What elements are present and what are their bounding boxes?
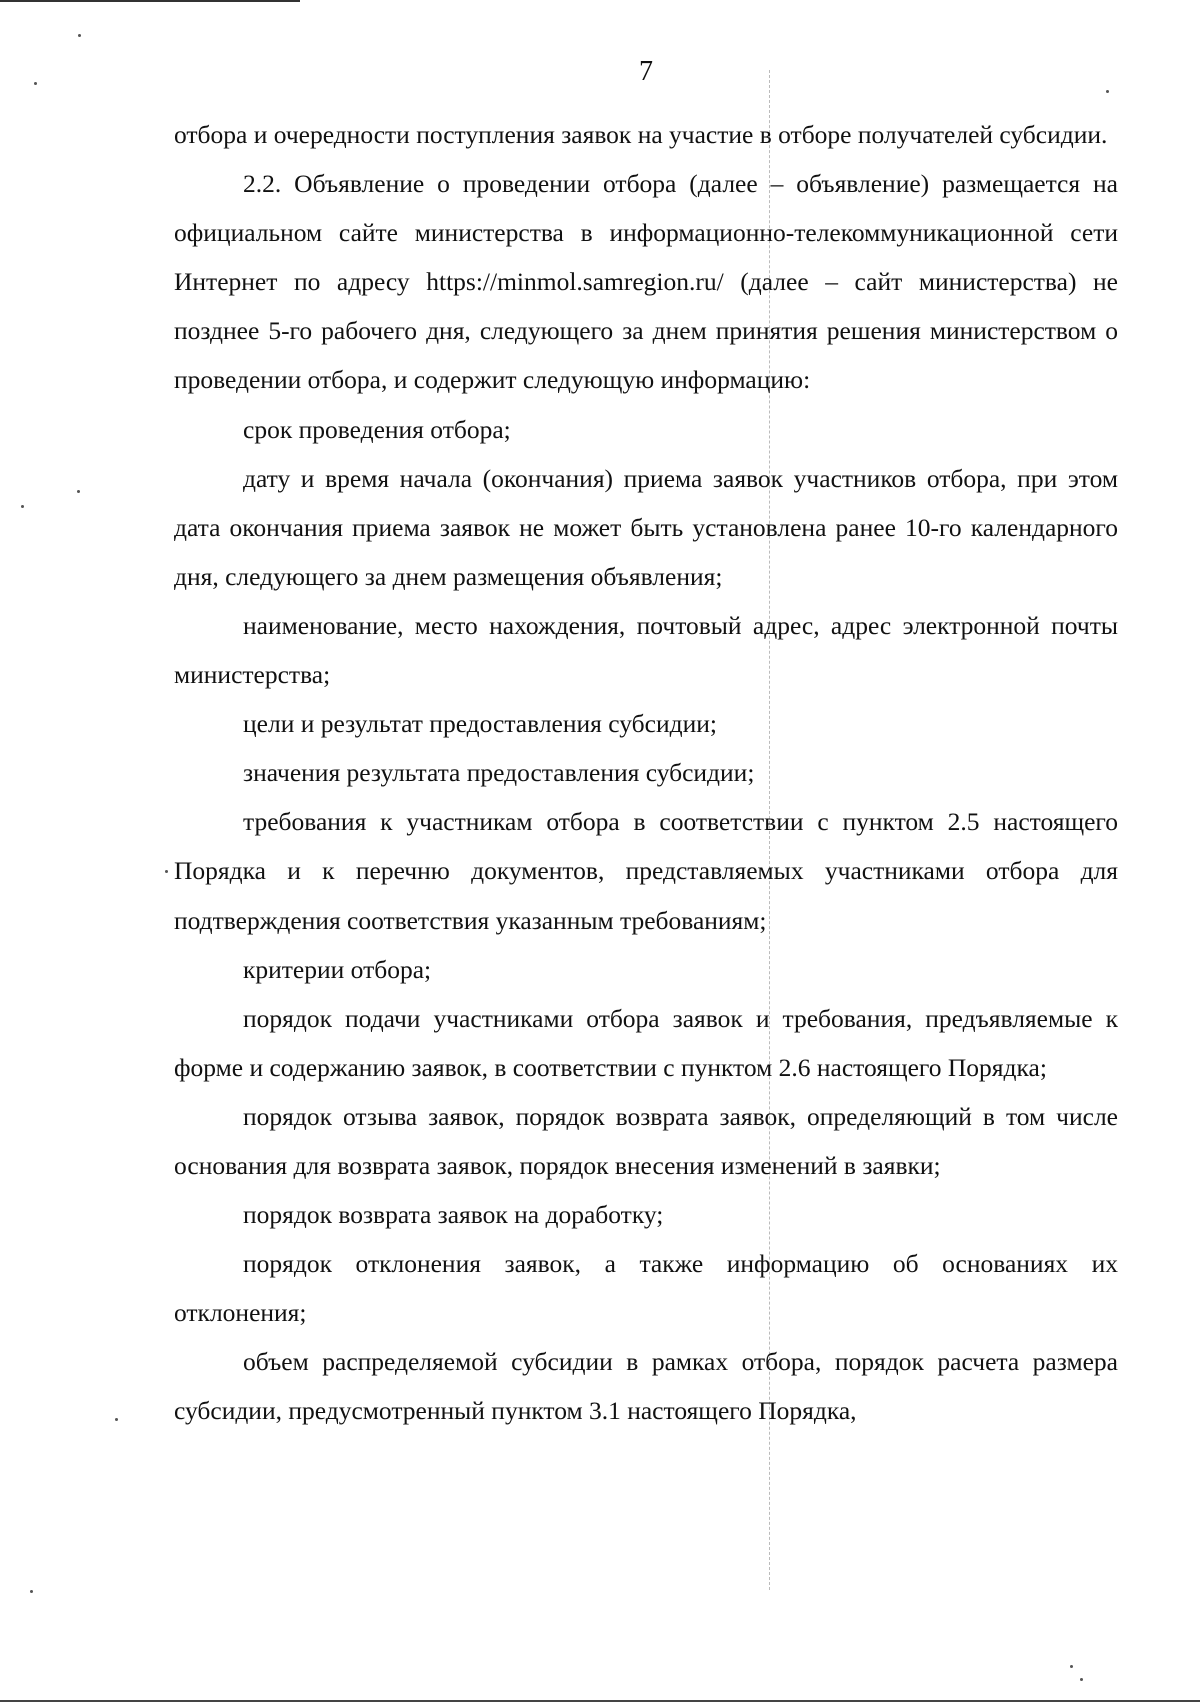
paragraph: наименование, место нахождения, почтовый адрес, адрес электронной почты министерства; [174,610,1118,690]
scan-speck [1070,1665,1073,1668]
scan-speck [78,34,81,37]
paragraph: цели и результат предоставления субсидии; [243,709,717,739]
scan-speck [165,870,168,873]
paragraph: критерии отбора; [243,954,432,984]
page-number: 7 [639,56,653,87]
scan-speck [115,1418,118,1421]
paragraph: 2.2. Объявление о проведении отбора (далее – объявление) размещается на официальном сайте министерства в информационно-телекоммуникационной сети Интернет по адресу https://minmol.samregion.ru/ (далее – сайт министерства) не позднее 5-го рабочего дня, следующего за днем принятия решения министерством о проведении отбора, и содержит следующую информацию: [174,169,1118,395]
paragraph: срок проведения отбора; [243,414,511,444]
paragraph: значения результата предоставления субсидии; [243,758,755,788]
scan-speck [77,490,80,493]
paragraph: порядок возврата заявок на доработку; [243,1200,664,1230]
scan-edge-top [0,0,300,2]
scan-speck [30,1590,33,1593]
paragraph: порядок отзыва заявок, порядок возврата заявок, определяющий в том числе основания для возврата заявок, порядок внесения изменений в заявки; [174,1101,1118,1180]
paragraph: порядок подачи участниками отбора заявок и требования, предъявляемые к форме и содержанию заявок, в соответствии с пунктом 2.6 настоящего Порядка; [174,1003,1118,1082]
document-body [174,110,1118,1436]
paragraph: отбора и очередности поступления заявок на участие в отборе получателей субсидии. [174,120,1108,149]
scan-speck [1106,90,1109,93]
scan-speck [21,505,24,508]
paragraph: требования к участникам отбора в соответствии с пунктом 2.5 настоящего Порядка и к перечню документов, представляемых участниками отбора для подтверждения соответствия указанным требованиям; [174,807,1118,935]
scan-speck [1080,1678,1083,1681]
paragraph: порядок отклонения заявок, а также информацию об основаниях их отклонения; [174,1249,1118,1328]
paragraph: дату и время начала (окончания) приема заявок участников отбора, при этом дата окончания приема заявок не может быть установлена ранее 10-го календарного дня, следующего за днем размещения объявления; [174,463,1118,591]
paragraph: объем распределяемой субсидии в рамках отбора, порядок расчета размера субсидии, предусмотренный пунктом 3.1 настоящего Порядка, [174,1347,1118,1426]
scan-edge-bottom [0,1700,1200,1702]
